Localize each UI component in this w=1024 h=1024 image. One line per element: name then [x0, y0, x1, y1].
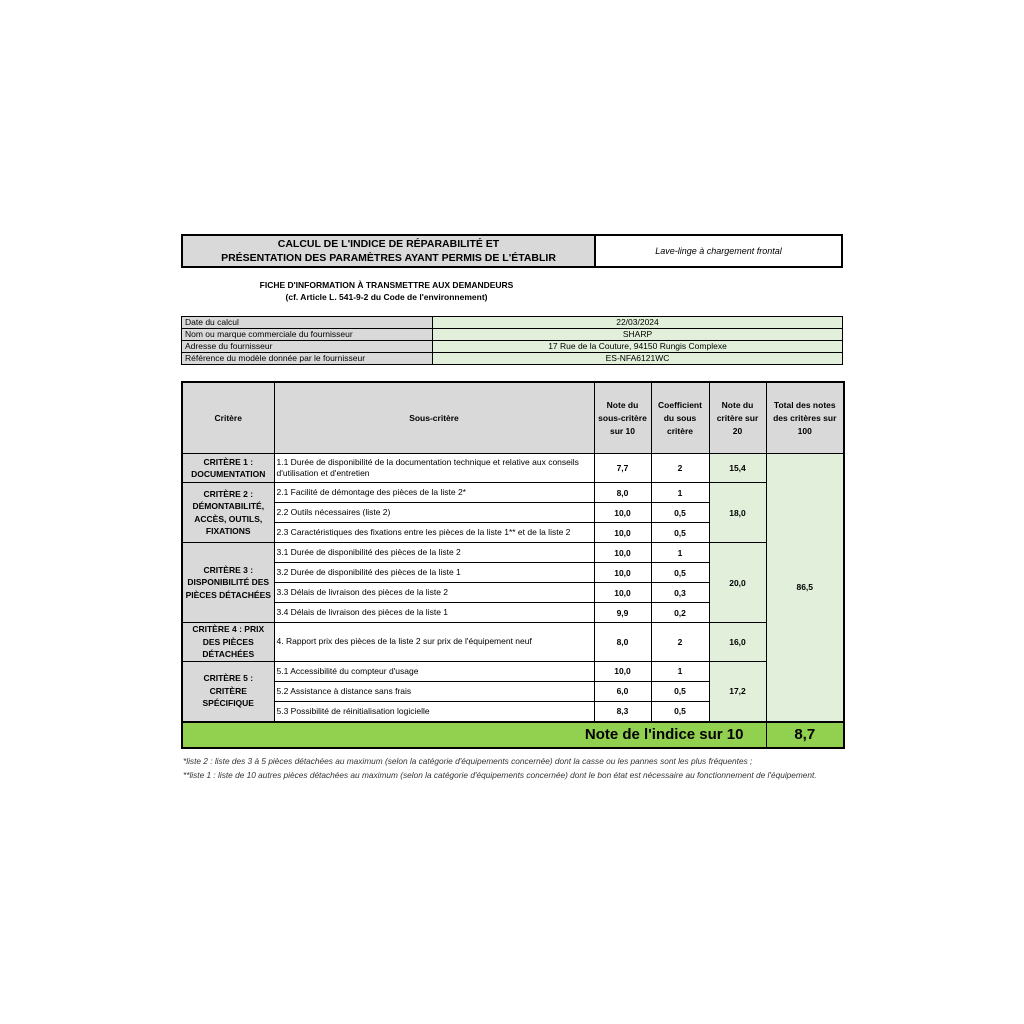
info-value: ES-NFA6121WC — [433, 353, 843, 365]
subcriterion-note: 10,0 — [594, 523, 651, 543]
col-header-critere: Critère — [182, 382, 274, 454]
info-label: Nom ou marque commerciale du fournisseur — [182, 329, 433, 341]
criterion-name: CRITÈRE 4 : PRIX DES PIÈCES DÉTACHÉES — [182, 623, 274, 662]
subcriterion-note: 8,3 — [594, 701, 651, 722]
col-header-total100: Total des notes des critères sur 100 — [766, 382, 844, 454]
subcriterion-note: 8,0 — [594, 483, 651, 503]
fiche-line-2: (cf. Article L. 541-9-2 du Code de l'environnement) — [285, 292, 488, 302]
criterion-score: 15,4 — [709, 454, 766, 483]
subcriterion-coef: 0,5 — [651, 701, 709, 722]
info-row — [182, 341, 843, 353]
criterion-score: 20,0 — [709, 543, 766, 623]
info-label: Date du calcul — [182, 317, 433, 329]
table-row — [182, 623, 844, 662]
criterion-name: CRITÈRE 3 : DISPONIBILITÉ DES PIÈCES DÉTACHÉES — [182, 543, 274, 623]
subcriterion-coef: 2 — [651, 623, 709, 662]
subcriterion-label: 5.1 Accessibilité du compteur d'usage — [274, 661, 594, 681]
table-row — [182, 543, 844, 563]
footnote-liste-2: *liste 2 : liste des 3 à 5 pièces détachées au maximum (selon la catégorie d'équipements concernée) dont la casse ou les pannes sont les plus fréquentes ; — [183, 756, 753, 766]
col-header-coef: Coefficient du sous critère — [651, 382, 709, 454]
subcriterion-note: 7,7 — [594, 454, 651, 483]
subcriterion-note: 9,9 — [594, 603, 651, 623]
subcriterion-note: 10,0 — [594, 543, 651, 563]
subcriterion-coef: 0,5 — [651, 681, 709, 701]
info-value: 22/03/2024 — [433, 317, 843, 329]
col-header-note20: Note du critère sur 20 — [709, 382, 766, 454]
col-header-note10: Note du sous-critère sur 10 — [594, 382, 651, 454]
subcriterion-label: 3.1 Durée de disponibilité des pièces de la liste 2 — [274, 543, 594, 563]
table-row — [182, 454, 844, 483]
subcriterion-note: 8,0 — [594, 623, 651, 662]
info-row — [182, 353, 843, 365]
subcriterion-label: 2.3 Caractéristiques des fixations entre les pièces de la liste 1** et de la liste 2 — [274, 523, 594, 543]
subcriterion-label: 5.2 Assistance à distance sans frais — [274, 681, 594, 701]
table-row — [182, 483, 844, 503]
criterion-score: 16,0 — [709, 623, 766, 662]
info-label: Référence du modèle donnée par le fournisseur — [182, 353, 433, 365]
subcriterion-coef: 0,5 — [651, 563, 709, 583]
info-value: SHARP — [433, 329, 843, 341]
subcriterion-label: 3.4 Délais de livraison des pièces de la liste 1 — [274, 603, 594, 623]
repairability-table — [181, 381, 845, 749]
subcriterion-note: 10,0 — [594, 661, 651, 681]
header-box — [181, 234, 843, 268]
info-value: 17 Rue de la Couture, 94150 Rungis Complexe — [433, 341, 843, 353]
fiche-line-1: FICHE D'INFORMATION À TRANSMETTRE AUX DEMANDEURS — [259, 280, 514, 290]
subcriterion-note: 10,0 — [594, 503, 651, 523]
subcriterion-note: 10,0 — [594, 563, 651, 583]
subcriterion-coef: 1 — [651, 483, 709, 503]
title-line-2: PRÉSENTATION DES PARAMÈTRES AYANT PERMIS DE L'ÉTABLIR — [221, 252, 556, 264]
subcriterion-note: 10,0 — [594, 583, 651, 603]
subcriterion-label: 3.3 Délais de livraison des pièces de la liste 2 — [274, 583, 594, 603]
title-line-1: CALCUL DE L'INDICE DE RÉPARABILITÉ ET — [277, 238, 500, 250]
index-value: 8,7 — [766, 722, 844, 748]
criterion-score: 18,0 — [709, 483, 766, 543]
subcriterion-label: 3.2 Durée de disponibilité des pièces de la liste 1 — [274, 563, 594, 583]
subcriterion-coef: 1 — [651, 543, 709, 563]
subcriterion-label: 4. Rapport prix des pièces de la liste 2 sur prix de l'équipement neuf — [274, 623, 594, 662]
footnote-liste-1: **liste 1 : liste de 10 autres pièces détachées au maximum (selon la catégorie d'équipements concernée) dont le bon état est nécessaire au fonctionnement de l'équipement. — [183, 770, 817, 781]
subcriterion-coef: 0,3 — [651, 583, 709, 603]
info-label: Adresse du fournisseur — [182, 341, 433, 353]
criterion-name: CRITÈRE 1 : DOCUMENTATION — [182, 454, 274, 483]
criterion-name: CRITÈRE 5 : CRITÈRE SPÉCIFIQUE — [182, 661, 274, 722]
subcriterion-label: 2.1 Facilité de démontage des pièces de la liste 2* — [274, 483, 594, 503]
col-header-sous-critere: Sous-critère — [274, 382, 594, 454]
subcriterion-label: 1.1 Durée de disponibilité de la documentation technique et relative aux conseils d'utilisation et d'entretien — [274, 454, 594, 483]
table-row — [182, 661, 844, 681]
criterion-score: 17,2 — [709, 661, 766, 722]
index-label: Note de l'indice sur 10 — [182, 722, 766, 748]
total-score: 86,5 — [766, 454, 844, 722]
product-type: Lave-linge à chargement frontal — [655, 246, 782, 256]
info-row — [182, 317, 843, 329]
subcriterion-coef: 0,5 — [651, 523, 709, 543]
document-title — [183, 236, 596, 266]
subcriterion-coef: 0,2 — [651, 603, 709, 623]
subcriterion-label: 2.2 Outils nécessaires (liste 2) — [274, 503, 594, 523]
subcriterion-coef: 2 — [651, 454, 709, 483]
criterion-name: CRITÈRE 2 : DÉMONTABILITÉ, ACCÈS, OUTILS, FIXATIONS — [182, 483, 274, 543]
info-row — [182, 329, 843, 341]
subcriterion-note: 6,0 — [594, 681, 651, 701]
footnotes — [183, 754, 843, 783]
subcriterion-label: 5.3 Possibilité de réinitialisation logicielle — [274, 701, 594, 722]
fiche-heading — [181, 279, 592, 303]
index-row — [182, 722, 844, 748]
supplier-info-table — [181, 316, 843, 365]
subcriterion-coef: 1 — [651, 661, 709, 681]
subcriterion-coef: 0,5 — [651, 503, 709, 523]
